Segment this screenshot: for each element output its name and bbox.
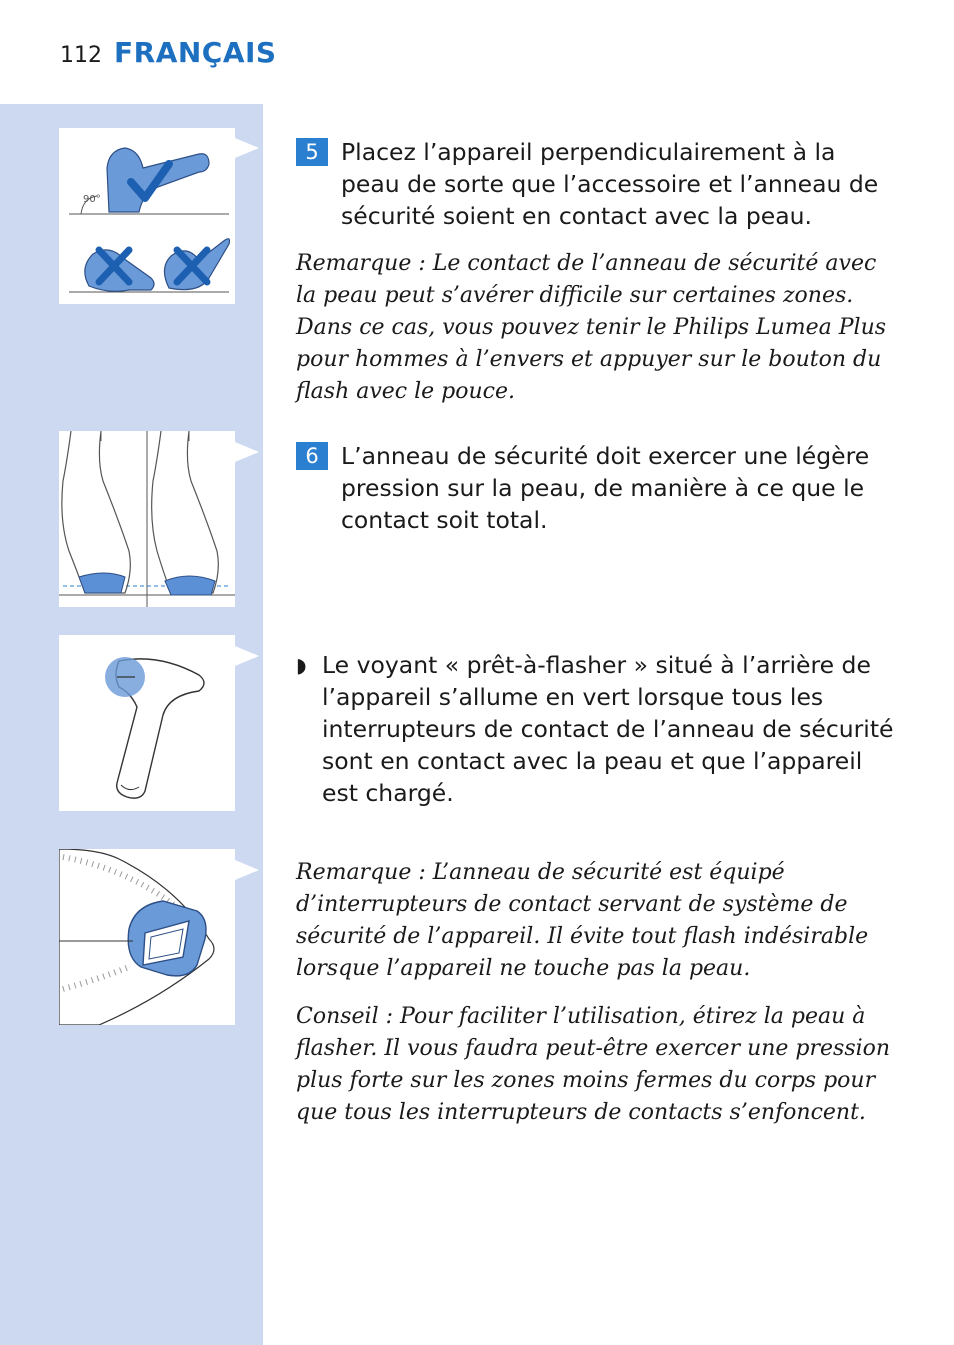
language-title: FRANÇAIS — [114, 36, 277, 69]
tip-stretch-skin: Conseil : Pour faciliter l’utilisation, étirez la peau à flasher. Il vous faudra peut-être exercer une pression plus forte sur les zones moins fermes du corps pour que tous les interrupteurs de contacts s’enfoncent. — [296, 1004, 891, 1125]
page-number: 112 — [60, 43, 102, 68]
device-tip-front-icon — [62, 431, 130, 593]
step-text: L’anneau de sécurité doit exercer une légère pression sur la peau, de manière à ce que le contact soit total. — [341, 442, 870, 534]
bullet-ready-indicator — [296, 649, 896, 809]
figure-contact-switches — [59, 849, 235, 1025]
attachment-window-icon — [128, 901, 206, 976]
device-tip-pressed-icon — [152, 431, 219, 595]
angle-label: 90° — [83, 194, 101, 205]
note-contact-difficulty: Remarque : Le contact de l’anneau de sécurité avec la peau peut s’avérer difficile sur certaines zones. Dans ce cas, vous pouvez tenir le Philips Lumea Plus pour hommes à l’envers et appuyer sur le bouton du flash avec le pouce. — [296, 251, 887, 404]
step-number-badge: 6 — [296, 442, 328, 470]
note-contact-switches: Remarque : L’anneau de sécurité est équipé d’interrupteurs de contact servant de système de sécurité de l’appareil. Il évite tout flash indésirable lorsque l’appareil ne touche pas la peau. — [296, 860, 869, 981]
step-number-badge: 5 — [296, 138, 328, 166]
step-text: Placez l’appareil perpendiculairement à la peau de sorte que l’accessoire et l’anneau de sécurité soient en contact avec la peau. — [341, 138, 879, 230]
step-6 — [296, 440, 896, 536]
step-5 — [296, 136, 896, 232]
bullet-text: Le voyant « prêt-à-flasher » situé à l’arrière de l’appareil s’allume en vert lorsque tous les interrupteurs de contact de l’anneau de sécurité sont en contact avec la peau et que l’appareil est chargé. — [322, 651, 894, 807]
device-wrong-tilt-right-icon — [164, 239, 229, 290]
page-header — [60, 36, 277, 76]
device-correct-icon — [107, 148, 209, 212]
figure-safety-ring-pressure — [59, 431, 235, 607]
figure-pointer — [235, 138, 259, 158]
figure-pointer — [235, 442, 259, 462]
bullet-arrow-icon: ◗ — [296, 653, 307, 677]
figure-pointer — [235, 646, 259, 666]
device-wrong-tilt-left-icon — [85, 250, 154, 291]
figure-ready-indicator — [59, 635, 235, 811]
figure-pointer — [235, 860, 259, 880]
figure-perpendicular-placement — [59, 128, 235, 304]
